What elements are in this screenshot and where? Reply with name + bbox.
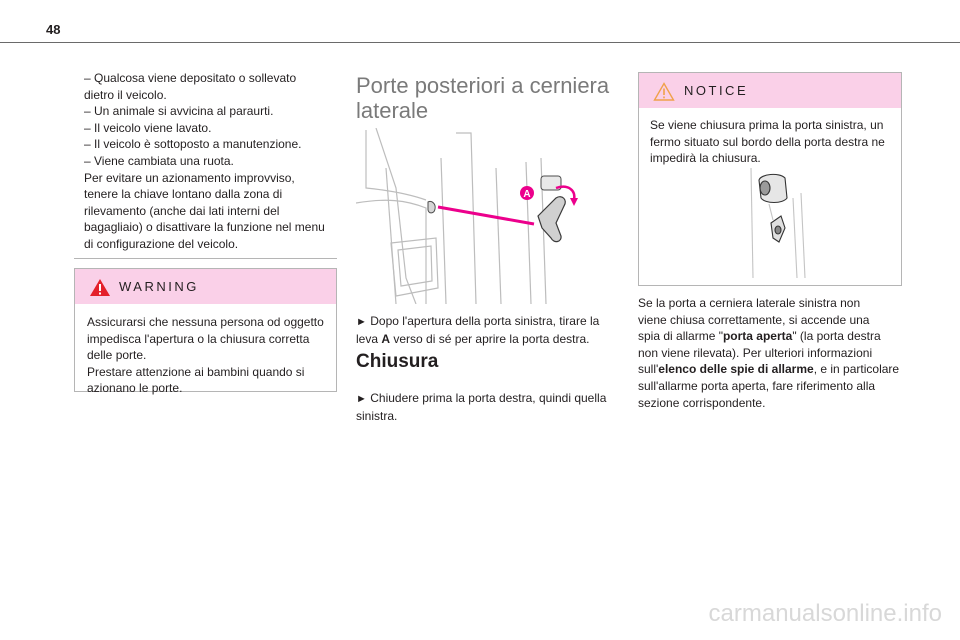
warning-triangle-icon: [89, 278, 111, 297]
closing-title: Chiusura: [356, 351, 439, 372]
intro-line: tenere la chiave lontano dalla zona di: [84, 187, 283, 202]
notice-header: [639, 73, 901, 108]
notice-triangle-icon: [653, 82, 675, 101]
rear-door-lever-illustration: [356, 128, 584, 304]
warning-title: WARNING: [119, 279, 199, 294]
door-open-label: porta aperta: [722, 329, 793, 344]
bullet-arrow-icon: ►: [356, 316, 367, 328]
notice-line: impedirà la chiusura.: [650, 151, 761, 166]
warning-body: [75, 304, 336, 397]
alarm-line-5-pre: sull': [638, 362, 659, 377]
intro-line: dietro il veicolo.: [84, 87, 167, 102]
intro-line: rilevamento (anche dai lati interni del: [84, 203, 280, 218]
warning-line: azionano le porte.: [87, 381, 183, 396]
notice-title: NOTICE: [684, 83, 749, 98]
warning-line: Prestare attenzione ai bambini quando si: [87, 364, 305, 379]
door-catch-illustration: [747, 168, 807, 278]
warning-lights-list-label: elenco delle spie di allarme: [658, 362, 814, 377]
alarm-line-5-post: , e in particolare: [813, 362, 900, 377]
alarm-paragraph: [638, 295, 913, 411]
alarm-line-3-pre: spia di allarme ": [638, 329, 723, 344]
open-instruction: [356, 313, 621, 347]
notice-line: fermo situato sul bordo della porta destra ne: [650, 134, 885, 149]
intro-line: Per evitare un azionamento improvviso,: [84, 170, 295, 185]
page-number: 48: [46, 22, 61, 37]
footer-watermark: carmanualsonline.info: [708, 600, 942, 627]
open-line-2-post: verso di sé per aprire la porta destra.: [390, 331, 590, 346]
section-title: Porte posteriori a cerniera laterale: [356, 73, 610, 123]
intro-line: bagagliaio) o disattivare la funzione nel menu: [84, 220, 325, 235]
alarm-line-3-post: " (la porta destra: [792, 329, 881, 344]
warning-header: [75, 269, 336, 304]
close-line-1: Chiudere prima la porta destra, quindi quella: [366, 391, 607, 405]
intro-line: – Il veicolo viene lavato.: [84, 120, 212, 135]
notice-box: [638, 72, 902, 286]
rotation-arrowhead-icon: [570, 198, 578, 206]
lever-label: A: [381, 331, 391, 346]
intro-line: – Qualcosa viene depositato o sollevato: [84, 71, 297, 85]
intro-box: [74, 56, 337, 259]
alarm-line-1: Se la porta a cerniera laterale sinistra non: [638, 296, 861, 310]
open-line-2-pre: leva: [356, 331, 382, 346]
header-divider: [0, 42, 960, 43]
notice-line: Se viene chiusura prima la porta sinistra, un: [650, 118, 884, 132]
lever-callout-line: [438, 207, 534, 224]
intro-line: – Viene cambiata una ruota.: [84, 153, 234, 168]
notice-body: [639, 108, 901, 167]
alarm-line-6: sull'allarme porta aperta, fare riferimento alla: [638, 378, 876, 393]
alarm-line-7: sezione corrispondente.: [638, 395, 766, 410]
close-instruction: [356, 390, 621, 424]
intro-line: di configurazione del veicolo.: [84, 236, 239, 251]
alarm-line-4: non viene rilevata). Per ulteriori informazioni: [638, 345, 873, 360]
warning-line: impedisca l'apertura o la chiusura corretta: [87, 331, 310, 346]
intro-line: – Il veicolo è sottoposto a manutenzione.: [84, 137, 302, 152]
warning-line: Assicurarsi che nessuna persona od oggetto: [87, 315, 324, 329]
bullet-arrow-icon: ►: [356, 393, 367, 405]
warning-line: delle porte.: [87, 348, 147, 363]
close-line-2: sinistra.: [356, 408, 398, 423]
intro-line: – Un animale si avvicina al paraurti.: [84, 104, 274, 119]
alarm-line-2: viene chiusa correttamente, si accende una: [638, 312, 870, 327]
warning-box: [74, 268, 337, 396]
callout-a-label: A: [523, 189, 531, 200]
open-line-1: Dopo l'apertura della porta sinistra, tirare la: [366, 314, 600, 328]
